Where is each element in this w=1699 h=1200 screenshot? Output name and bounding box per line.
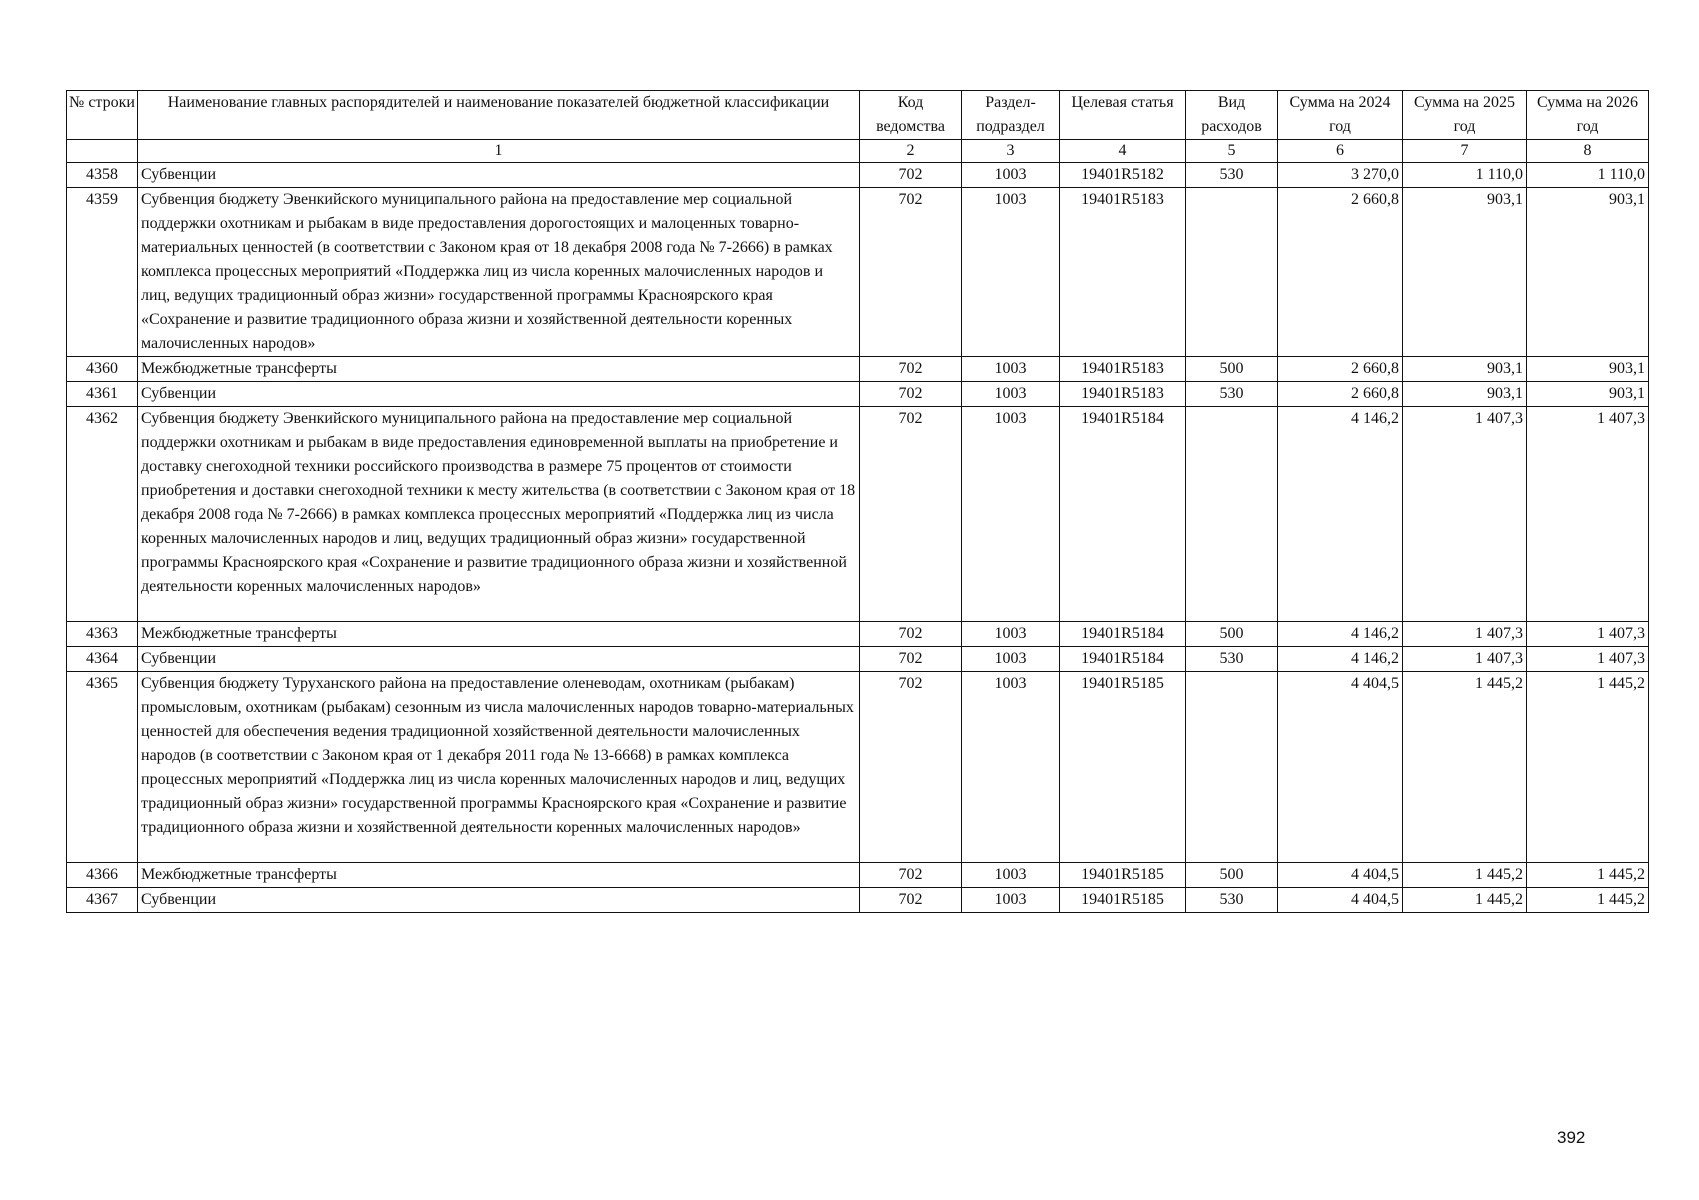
table-row xyxy=(67,357,1649,382)
row-name: Субвенция бюджету Эвенкийского муниципального района на предоставление мер социальной поддержки охотникам и рыбакам в виде предоставления единовременной выплаты на приобретение и доставку снегоходной техники российского производства в размере 75 процентов от стоимости приобретения и доставки снегоходной техники к месту жительства (в соответствии с Законом края от 18 декабря 2008 года № 7-2666) в рамках комплекса процессных мероприятий «Поддержка лиц из числа коренных малочисленных народов и лиц, ведущих традиционный образ жизни» государственной программы Красноярского края «Сохранение и развитие традиционного образа жизни и хозяйственной деятельности коренных малочисленных народов» xyxy=(138,407,860,622)
row-razdel: 1003 xyxy=(962,672,1060,863)
row-cs: 19401R5184 xyxy=(1060,622,1186,647)
row-s2026: 903,1 xyxy=(1527,382,1649,407)
row-vr xyxy=(1186,188,1278,357)
row-number: 4363 xyxy=(67,622,138,647)
row-s2024: 3 270,0 xyxy=(1278,163,1403,188)
row-ved: 702 xyxy=(860,188,962,357)
row-s2024: 4 146,2 xyxy=(1278,622,1403,647)
row-vr: 530 xyxy=(1186,382,1278,407)
row-razdel: 1003 xyxy=(962,647,1060,672)
row-s2026: 1 445,2 xyxy=(1527,863,1649,888)
row-ved: 702 xyxy=(860,672,962,863)
row-s2024: 4 404,5 xyxy=(1278,672,1403,863)
row-s2025: 903,1 xyxy=(1403,357,1527,382)
row-razdel: 1003 xyxy=(962,407,1060,622)
table-row xyxy=(67,407,1649,622)
page-number: 392 xyxy=(1557,1128,1586,1147)
row-razdel: 1003 xyxy=(962,357,1060,382)
row-s2026: 903,1 xyxy=(1527,357,1649,382)
row-ved: 702 xyxy=(860,647,962,672)
row-ved: 702 xyxy=(860,357,962,382)
row-name: Субвенции xyxy=(138,382,860,407)
table-row xyxy=(67,622,1649,647)
col-index: 4 xyxy=(1060,140,1186,163)
table-row xyxy=(67,863,1649,888)
row-s2026: 1 110,0 xyxy=(1527,163,1649,188)
row-ved: 702 xyxy=(860,382,962,407)
row-number: 4367 xyxy=(67,888,138,913)
row-vr xyxy=(1186,672,1278,863)
row-s2024: 4 146,2 xyxy=(1278,407,1403,622)
row-number: 4359 xyxy=(67,188,138,357)
row-s2024: 4 404,5 xyxy=(1278,888,1403,913)
row-name: Субвенции xyxy=(138,888,860,913)
row-s2025: 903,1 xyxy=(1403,382,1527,407)
col-index xyxy=(67,140,138,163)
row-ved: 702 xyxy=(860,407,962,622)
row-s2025: 1 407,3 xyxy=(1403,407,1527,622)
col-header-razdel: Раздел-подраздел xyxy=(962,91,1060,140)
row-cs: 19401R5183 xyxy=(1060,357,1186,382)
row-cs: 19401R5184 xyxy=(1060,647,1186,672)
row-razdel: 1003 xyxy=(962,163,1060,188)
col-index: 2 xyxy=(860,140,962,163)
row-number: 4360 xyxy=(67,357,138,382)
row-cs: 19401R5185 xyxy=(1060,672,1186,863)
row-name: Субвенция бюджету Эвенкийского муниципального района на предоставление мер социальной поддержки охотникам и рыбакам в виде предоставления дорогостоящих и малоценных товарно-материальных ценностей (в соответствии с Законом края от 18 декабря 2008 года № 7-2666) в рамках комплекса процессных мероприятий «Поддержка лиц из числа коренных малочисленных народов и лиц, ведущих традиционный образ жизни» государственной программы Красноярского края «Сохранение и развитие традиционного образа жизни и хозяйственной деятельности коренных малочисленных народов» xyxy=(138,188,860,357)
row-s2024: 4 146,2 xyxy=(1278,647,1403,672)
row-razdel: 1003 xyxy=(962,863,1060,888)
row-vr: 500 xyxy=(1186,622,1278,647)
col-header-num: № строки xyxy=(67,91,138,140)
row-ved: 702 xyxy=(860,622,962,647)
row-ved: 702 xyxy=(860,163,962,188)
row-s2026: 1 407,3 xyxy=(1527,647,1649,672)
row-cs: 19401R5183 xyxy=(1060,382,1186,407)
row-name: Субвенция бюджету Туруханского района на предоставление оленеводам, охотникам (рыбакам) промысловым, охотникам (рыбакам) сезонным из числа малочисленных народов товарно-материальных ценностей для обеспечения ведения традиционной хозяйственной деятельности малочисленных народов (в соответствии с Законом края от 1 декабря 2011 года № 13-6668) в рамках комплекса процессных мероприятий «Поддержка лиц из числа коренных малочисленных народов и лиц, ведущих традиционный образ жизни» государственной программы Красноярского края «Сохранение и развитие традиционного образа жизни и хозяйственной деятельности коренных малочисленных народов» xyxy=(138,672,860,863)
col-index: 8 xyxy=(1527,140,1649,163)
row-razdel: 1003 xyxy=(962,382,1060,407)
row-s2026: 1 407,3 xyxy=(1527,622,1649,647)
table-row xyxy=(67,672,1649,863)
row-s2026: 903,1 xyxy=(1527,188,1649,357)
row-s2025: 903,1 xyxy=(1403,188,1527,357)
row-cs: 19401R5185 xyxy=(1060,888,1186,913)
row-s2025: 1 445,2 xyxy=(1403,888,1527,913)
row-s2024: 2 660,8 xyxy=(1278,188,1403,357)
row-number: 4364 xyxy=(67,647,138,672)
column-index-row xyxy=(67,140,1649,163)
row-s2025: 1 110,0 xyxy=(1403,163,1527,188)
col-header-s2026: Сумма на 2026 год xyxy=(1527,91,1649,140)
col-index: 1 xyxy=(138,140,860,163)
row-razdel: 1003 xyxy=(962,622,1060,647)
col-header-s2024: Сумма на 2024 год xyxy=(1278,91,1403,140)
row-number: 4358 xyxy=(67,163,138,188)
row-number: 4362 xyxy=(67,407,138,622)
row-s2025: 1 445,2 xyxy=(1403,672,1527,863)
row-cs: 19401R5185 xyxy=(1060,863,1186,888)
row-name: Межбюджетные трансферты xyxy=(138,622,860,647)
row-number: 4361 xyxy=(67,382,138,407)
col-header-ved: Код ведомства xyxy=(860,91,962,140)
col-header-s2025: Сумма на 2025 год xyxy=(1403,91,1527,140)
row-vr xyxy=(1186,407,1278,622)
col-header-name: Наименование главных распорядителей и наименование показателей бюджетной классификации xyxy=(138,91,860,140)
col-index: 7 xyxy=(1403,140,1527,163)
col-index: 6 xyxy=(1278,140,1403,163)
table-row xyxy=(67,163,1649,188)
row-razdel: 1003 xyxy=(962,188,1060,357)
row-name: Межбюджетные трансферты xyxy=(138,357,860,382)
row-vr: 500 xyxy=(1186,863,1278,888)
row-s2025: 1 407,3 xyxy=(1403,622,1527,647)
row-razdel: 1003 xyxy=(962,888,1060,913)
table-row xyxy=(67,647,1649,672)
row-s2026: 1 445,2 xyxy=(1527,672,1649,863)
row-name: Субвенции xyxy=(138,163,860,188)
row-cs: 19401R5182 xyxy=(1060,163,1186,188)
row-name: Межбюджетные трансферты xyxy=(138,863,860,888)
col-header-cs: Целевая статья xyxy=(1060,91,1186,140)
row-ved: 702 xyxy=(860,888,962,913)
col-index: 3 xyxy=(962,140,1060,163)
row-number: 4365 xyxy=(67,672,138,863)
table-row xyxy=(67,888,1649,913)
row-ved: 702 xyxy=(860,863,962,888)
header-row xyxy=(67,91,1649,140)
row-s2025: 1 407,3 xyxy=(1403,647,1527,672)
row-vr: 530 xyxy=(1186,888,1278,913)
row-s2024: 2 660,8 xyxy=(1278,357,1403,382)
col-index: 5 xyxy=(1186,140,1278,163)
row-s2024: 2 660,8 xyxy=(1278,382,1403,407)
row-s2025: 1 445,2 xyxy=(1403,863,1527,888)
row-vr: 500 xyxy=(1186,357,1278,382)
row-s2026: 1 445,2 xyxy=(1527,888,1649,913)
row-vr: 530 xyxy=(1186,163,1278,188)
table-row xyxy=(67,188,1649,357)
row-vr: 530 xyxy=(1186,647,1278,672)
row-cs: 19401R5183 xyxy=(1060,188,1186,357)
row-name: Субвенции xyxy=(138,647,860,672)
row-cs: 19401R5184 xyxy=(1060,407,1186,622)
budget-table xyxy=(66,90,1649,913)
col-header-vr: Вид расходов xyxy=(1186,91,1278,140)
row-s2024: 4 404,5 xyxy=(1278,863,1403,888)
row-number: 4366 xyxy=(67,863,138,888)
table-row xyxy=(67,382,1649,407)
row-s2026: 1 407,3 xyxy=(1527,407,1649,622)
